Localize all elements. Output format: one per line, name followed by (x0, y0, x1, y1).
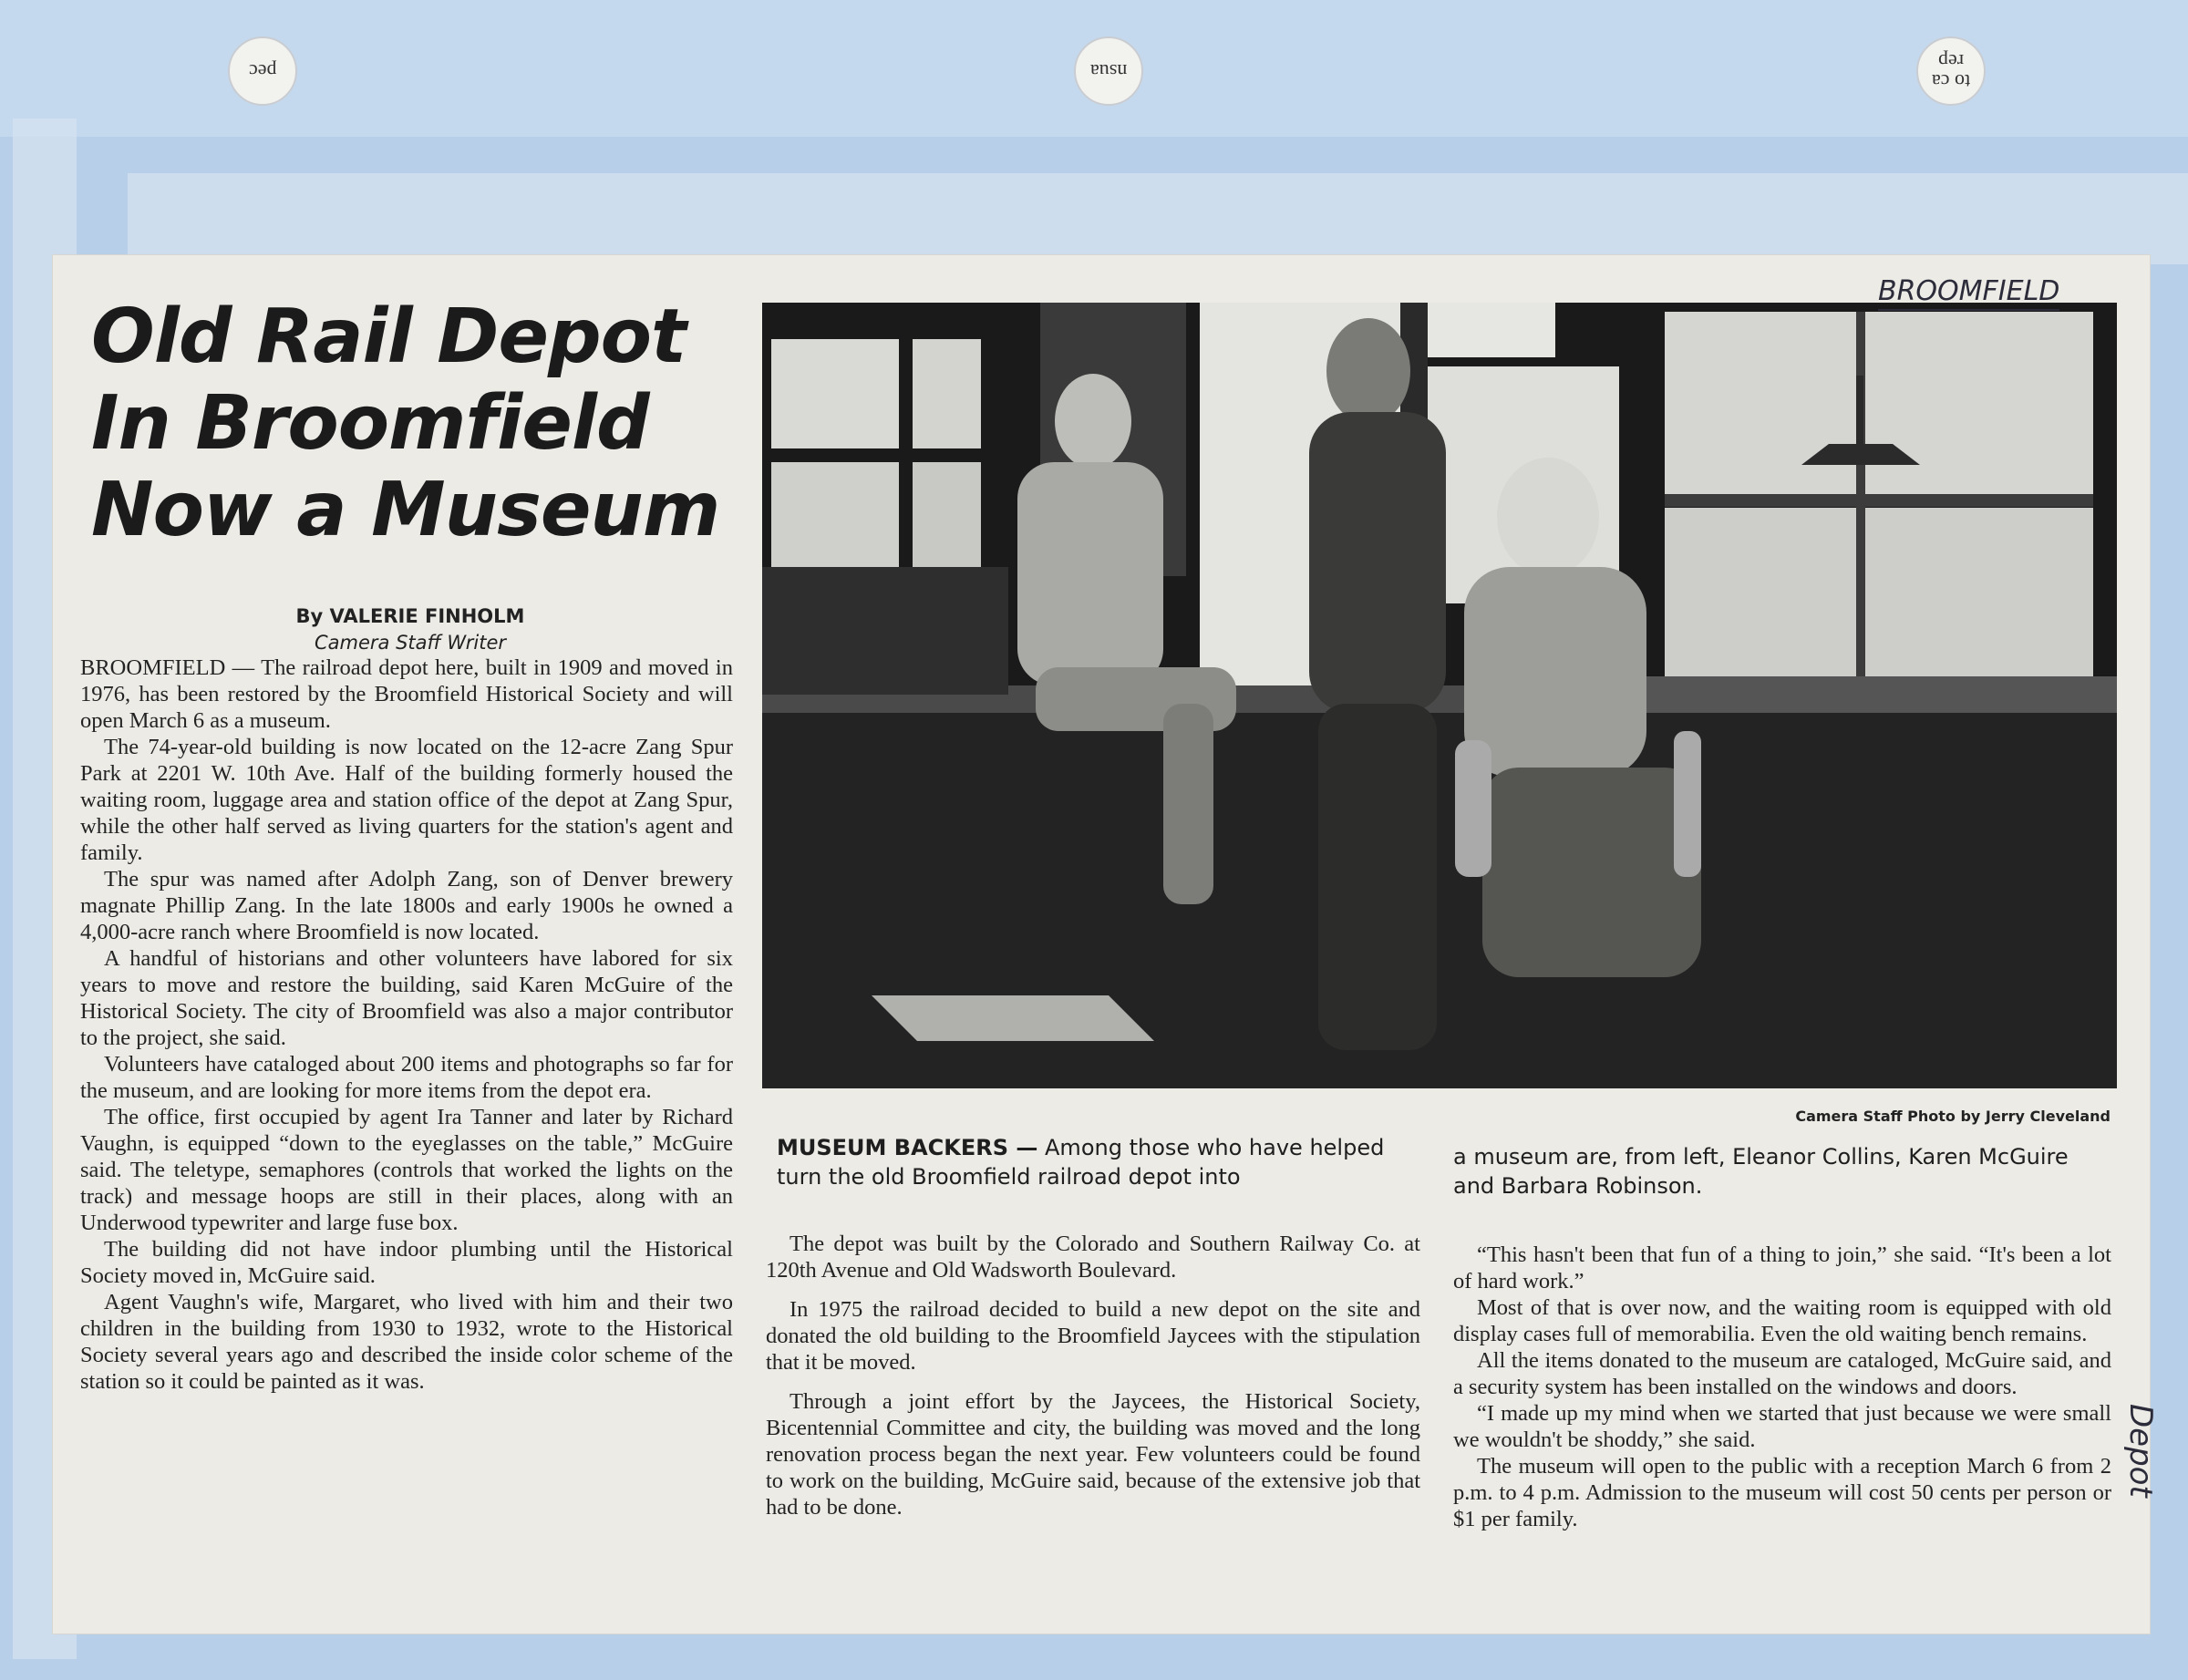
paragraph: “I made up my mind when we started that just because we were small we wouldn't be shoddy,” she said. (1453, 1401, 2111, 1452)
paragraph: The depot was built by the Colorado and Southern Railway Co. at 120th Avenue and Old Wadsworth Boulevard. (766, 1232, 1420, 1283)
caption-text-1: Among those who have helped turn the old Broomfield railroad depot into (777, 1135, 1385, 1190)
paragraph: The museum will open to the public with a reception March 6 from 2 p.m. to 4 p.m. Admission to the museum will cost 50 cents per person or $1 per family. (1453, 1454, 2111, 1531)
binder-hole-center: nsua (1074, 36, 1143, 106)
paragraph: The spur was named after Adolph Zang, son of Denver brewery magnate Phillip Zang. In the late 1800s and early 1900s he owned a 4,000-acre ranch where Broomfield is now located. (80, 867, 733, 944)
binder-hole-left: pec (228, 36, 297, 106)
article-column-2 (766, 1231, 1420, 1520)
photo-caption-part-2: a museum are, from left, Eleanor Collins, Karen McGuire and Barbara Robinson. (1453, 1144, 2069, 1199)
photo-caption-part-1 (777, 1133, 1424, 1191)
paragraph: All the items donated to the museum are cataloged, McGuire said, and a security system has been installed on the windows and doors. (1453, 1348, 2111, 1399)
paragraph: BROOMFIELD — The railroad depot here, built in 1909 and moved in 1976, has been restored by the Broomfield Historical Society and will open March 6 as a museum. (80, 655, 733, 733)
photo-illustration (762, 303, 2117, 1088)
handwritten-annotation-depot: Depot (2122, 1404, 2159, 1498)
handwritten-annotation-broomfield: BROOMFIELD (1878, 275, 2059, 311)
paragraph: Agent Vaughn's wife, Margaret, who lived with him and their two children in the building from 1930 to 1932, wrote to the Historical Society several years ago and described the inside color scheme of the station so it could be painted as it was. (80, 1290, 733, 1394)
headline-line-2: In Broomfield (91, 380, 649, 467)
news-photo (762, 303, 2117, 1088)
paragraph: The office, first occupied by agent Ira Tanner and later by Richard Vaughn, is equipped “down to the eyeglasses on the table,” McGuire said. The teletype, semaphores (controls that worked the lights on the track) and message hoops are still in their places, along with an Underwood typewriter and large fuse box. (80, 1105, 733, 1235)
photo-credit: Camera Staff Photo by Jerry Cleveland (1795, 1108, 2111, 1125)
tape-top (128, 173, 2188, 264)
paragraph: The building did not have indoor plumbing until the Historical Society moved in, McGuire said. (80, 1237, 733, 1288)
paragraph: A handful of historians and other volunteers have labored for six years to move and restore the building, said Karen McGuire of the Historical Society. The city of Broomfield was also a major contributor to the project, she said. (80, 946, 733, 1050)
paragraph: In 1975 the railroad decided to build a new depot on the site and donated the old building to the Broomfield Jaycees with the stipulation that it be moved. (766, 1297, 1420, 1375)
paragraph: “This hasn't been that fun of a thing to join,” she said. “It's been a lot of hard work.” (1453, 1242, 2111, 1293)
byline (274, 603, 547, 656)
byline-author: By VALERIE FINHOLM (295, 605, 525, 627)
article-column-1 (80, 654, 733, 1395)
paragraph: The 74-year-old building is now located on the 12-acre Zang Spur Park at 2201 W. 10th Ave. Half of the building formerly housed the waiting room, luggage area and station office of the depot at Zang Spur, while the other half served as living quarters for the station's agent and family. (80, 735, 733, 865)
binder-hole-right: to ca rep (1916, 36, 1986, 106)
byline-role: Camera Staff Writer (315, 632, 506, 654)
headline-line-3: Now a Museum (91, 467, 720, 553)
paragraph: Through a joint effort by the Jaycees, the Historical Society, Bicentennial Committee and city, the building was moved and the long renovation process began the next year. Few volunteers could be found to work on the building, McGuire said, because of the extensive job that had to be done. (766, 1389, 1420, 1520)
headline-line-1: Old Rail Depot (91, 294, 686, 380)
paragraph: Most of that is over now, and the waiting room is equipped with old display cases full of memorabilia. Even the old waiting bench remains. (1453, 1295, 2111, 1346)
article-column-3 (1453, 1242, 2111, 1532)
headline (91, 294, 748, 553)
paragraph: Volunteers have cataloged about 200 items and photographs so far for the museum, and are looking for more items from the depot era. (80, 1052, 733, 1103)
caption-label: MUSEUM BACKERS — (777, 1135, 1038, 1160)
